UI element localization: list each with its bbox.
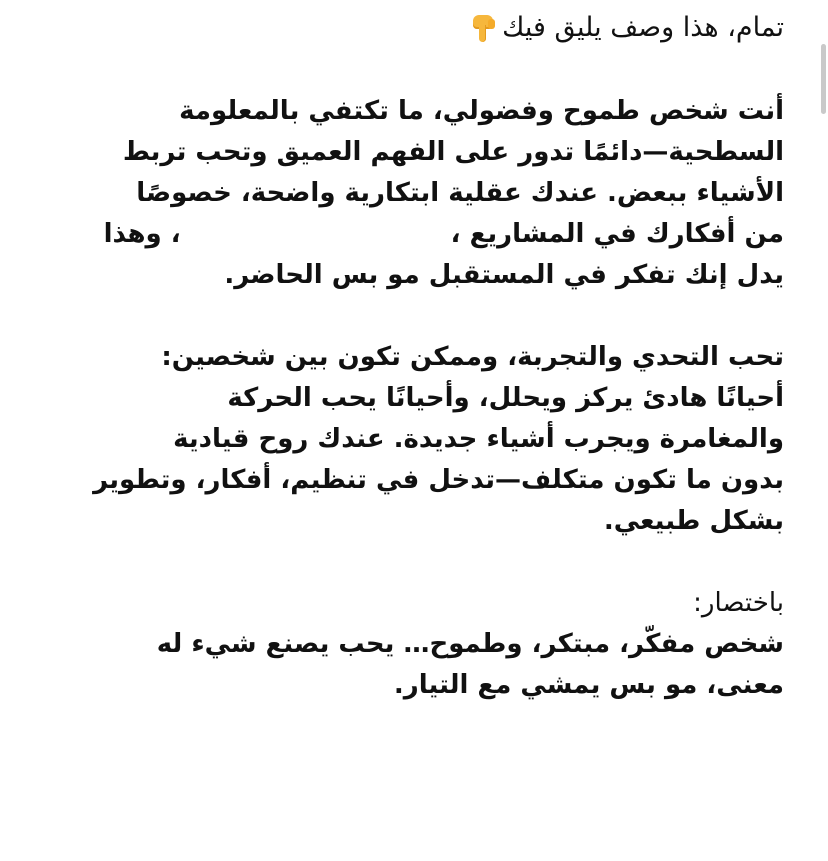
paragraph-1-line: أنت شخص طموح وفضولي، ما تكتفي بالمعلومة	[179, 96, 784, 126]
paragraph-1-line: السطحية—دائمًا تدور على الفهم العميق وتحب تربط	[122, 137, 784, 167]
paragraph-1-line-end: ، وهذا	[103, 219, 181, 249]
summary-line: شخص مفكّر، مبتكر، وطموح… يحب يصنع شيء له	[156, 629, 784, 659]
summary	[0, 624, 784, 706]
paragraph-2-line: بدون ما تكون متكلف—تدخل في تنظيم، أفكار، وتطوير	[93, 465, 784, 495]
summary-label: باختصار:	[693, 588, 784, 618]
scrollbar[interactable]	[821, 44, 826, 114]
paragraph-1-line-start: من أفكارك في المشاريع ،	[450, 219, 784, 249]
intro-text: تمام، هذا وصف يليق فيك	[502, 12, 784, 43]
paragraph-1-line: يدل إنك تفكر في المستقبل مو بس الحاضر.	[224, 260, 784, 290]
paragraph-2-line: تحب التحدي والتجربة، وممكن تكون بين شخصين:	[161, 342, 784, 372]
paragraph-1-line-redacted	[0, 214, 784, 255]
paragraph-1-line: الأشياء ببعض. عندك عقلية ابتكارية واضحة، خصوصًا	[136, 178, 784, 208]
paragraph-2	[0, 337, 784, 542]
paragraph-2-line: أحيانًا هادئ يركز ويحلل، وأحيانًا يحب الحركة	[227, 383, 784, 413]
backhand-index-pointing-down-icon	[470, 13, 496, 43]
paragraph-2-line: والمغامرة ويجرب أشياء جديدة. عندك روح قيادية	[173, 424, 784, 454]
paragraph-2-line: بشكل طبيعي.	[603, 506, 784, 536]
intro-row	[0, 6, 784, 50]
paragraph-1	[0, 91, 784, 296]
summary-line: معنى، مو بس يمشي مع التيار.	[393, 670, 784, 700]
